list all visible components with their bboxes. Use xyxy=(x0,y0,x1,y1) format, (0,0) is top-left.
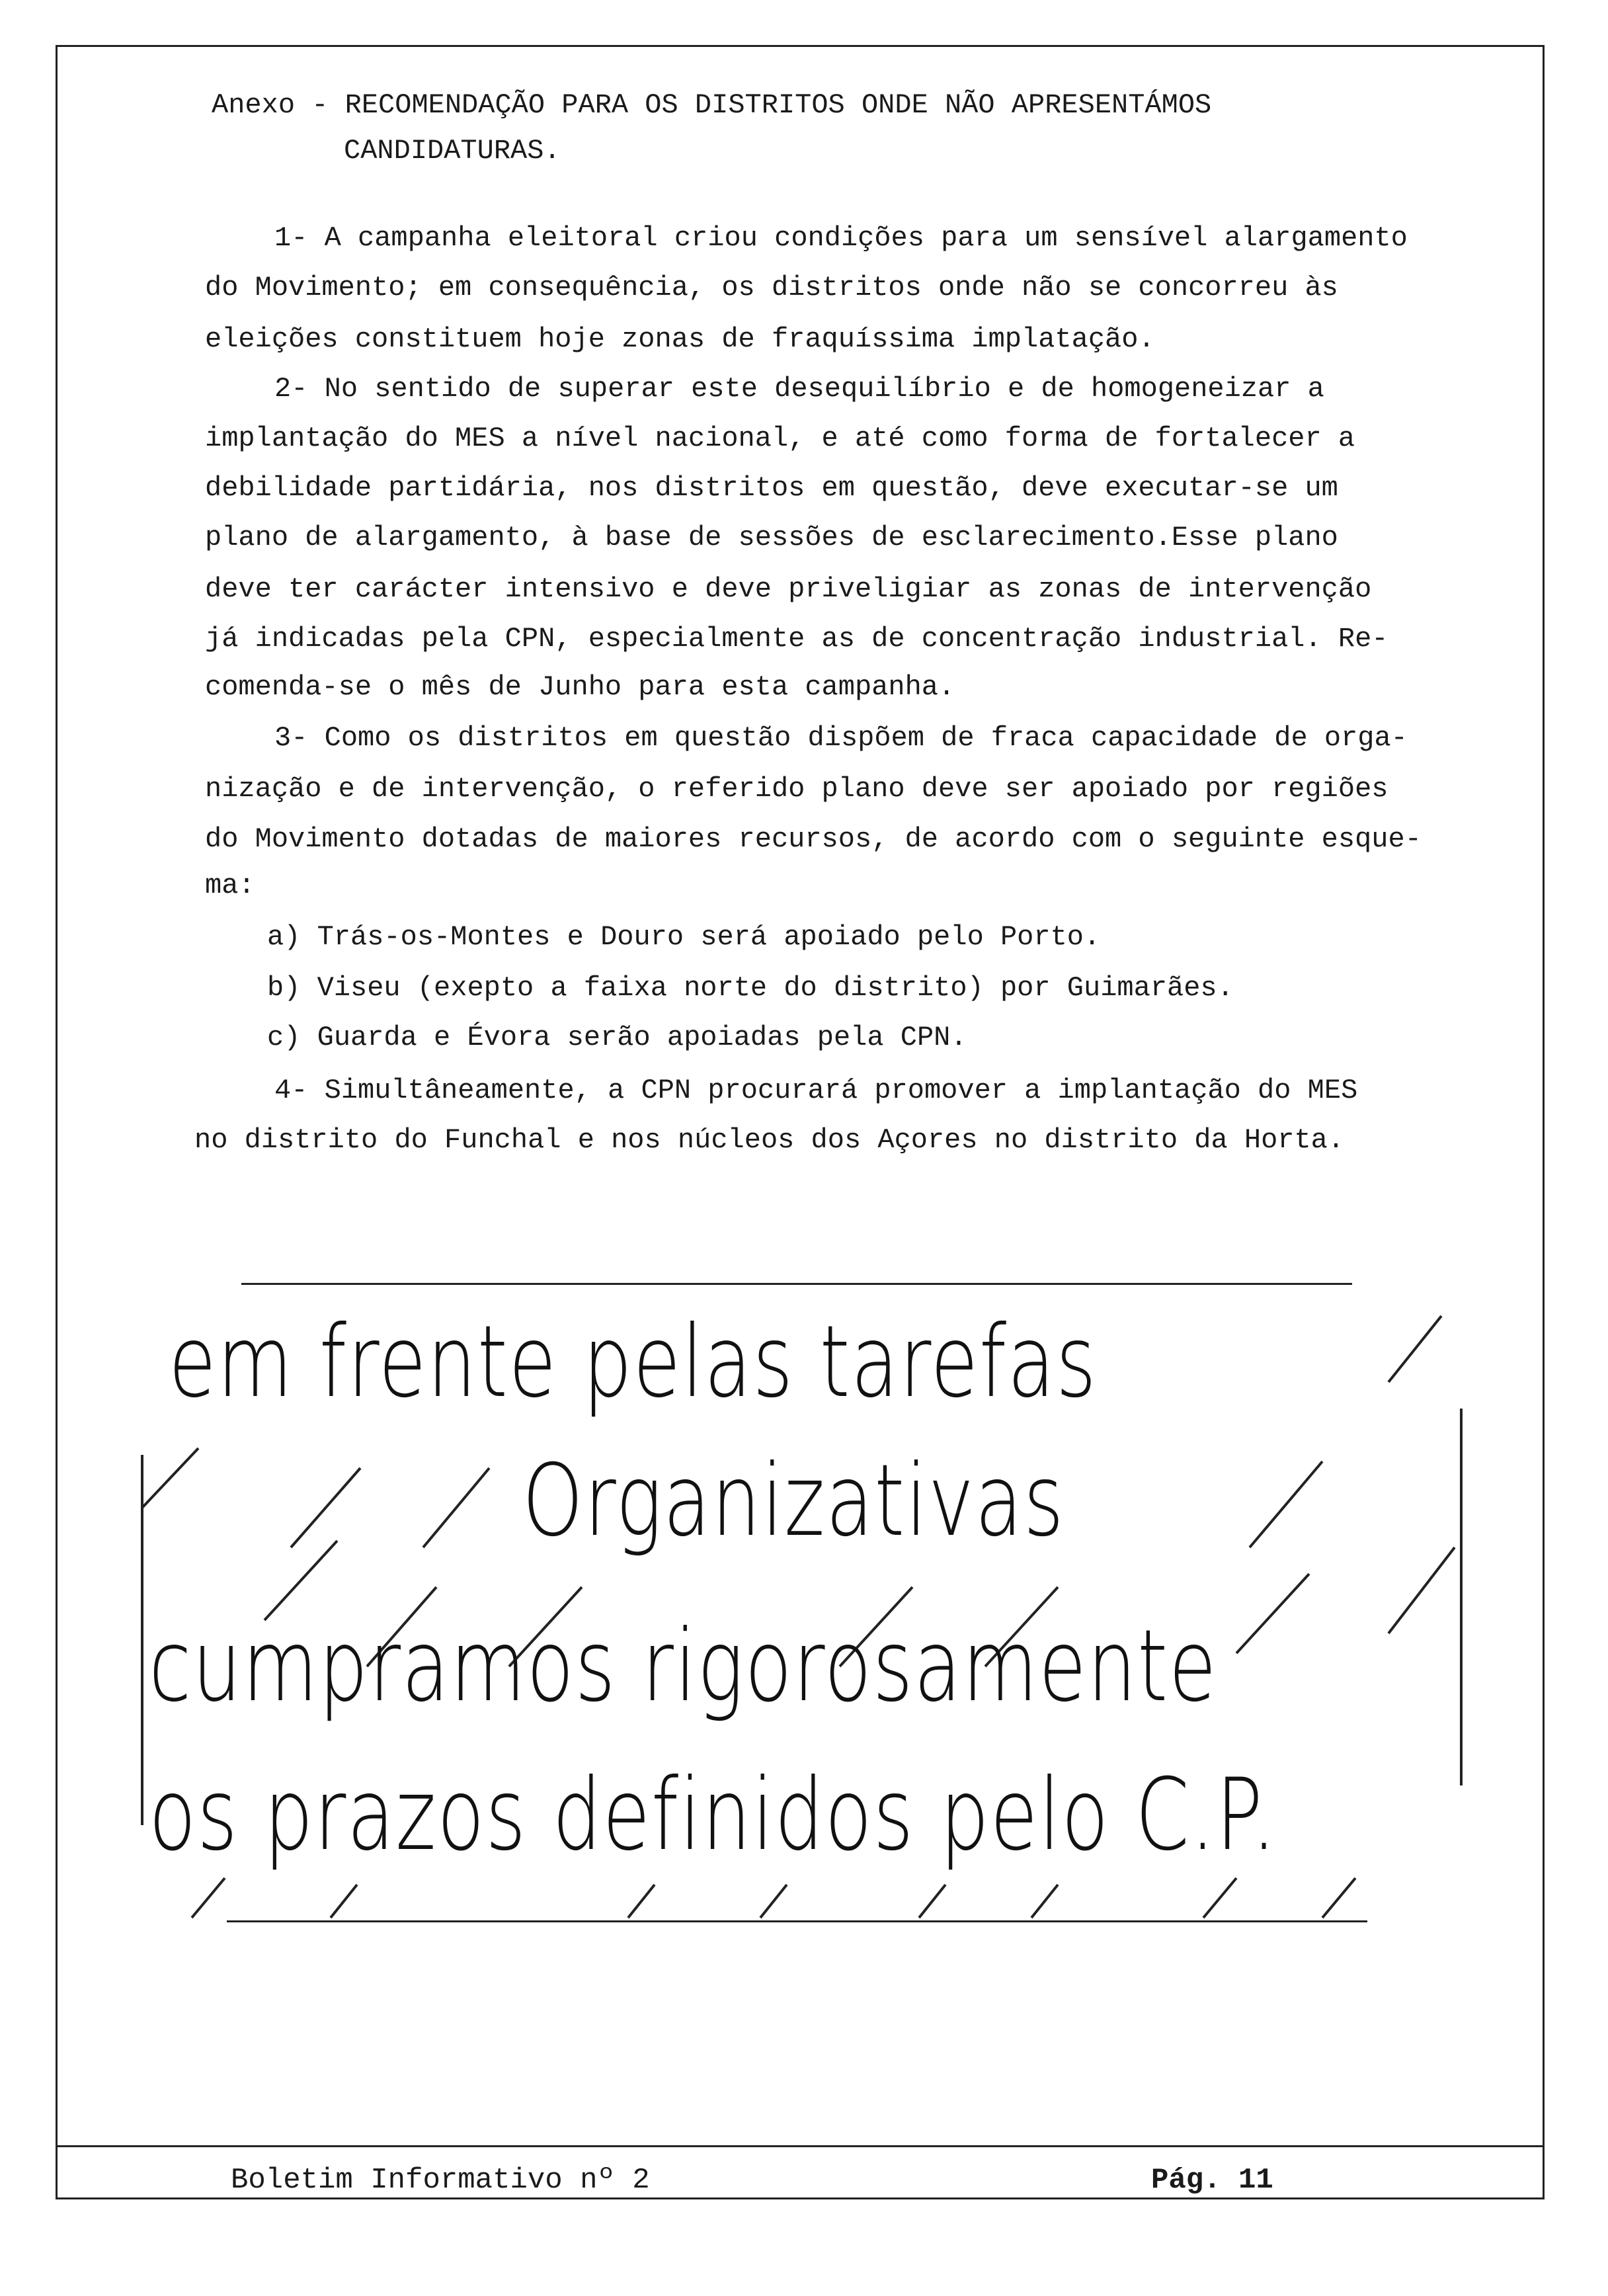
paragraph-2-line: plano de alargamento, à base de sessões de esclarecimento.Esse plano xyxy=(205,522,1338,554)
paragraph-2-line: comenda-se o mês de Junho para esta campanha. xyxy=(205,671,955,703)
paragraph-2-line: implantação do MES a nível nacional, e até como forma de fortalecer a xyxy=(205,423,1355,454)
paragraph-2-line: já indicadas pela CPN, especialmente as de concentração industrial. Re- xyxy=(205,623,1388,655)
paragraph-1-line: do Movimento; em consequência, os distritos onde não se concorreu às xyxy=(205,272,1338,304)
annex-heading: Anexo - RECOMENDAÇÃO PARA OS DISTRITOS ONDE NÃO APRESENTÁMOS xyxy=(212,89,1212,121)
paragraph-1-line: 1- A campanha eleitoral criou condições para um sensível alargamento xyxy=(274,222,1408,254)
list-item-b: b) Viseu (exepto a faixa norte do distrito) por Guimarães. xyxy=(267,972,1234,1004)
paragraph-4-line: 4- Simultâneamente, a CPN procurará promover a implantação do MES xyxy=(274,1075,1358,1106)
footer-divider xyxy=(56,2145,1545,2147)
handwritten-line: os prazos definidos pelo C.P. xyxy=(149,1758,1277,1873)
handwritten-line: cumpramos rigorosamente xyxy=(149,1609,1218,1724)
footer-page-number: Pág. 11 xyxy=(1151,2164,1273,2197)
list-item-c: c) Guarda e Évora serão apoiadas pela CPN. xyxy=(267,1022,967,1053)
list-item-a: a) Trás-os-Montes e Douro será apoiado pelo Porto. xyxy=(267,921,1101,953)
footer-publication: Boletim Informativo nº 2 xyxy=(231,2164,650,2197)
paragraph-3-line: do Movimento dotadas de maiores recursos, de acordo com o seguinte esque- xyxy=(205,823,1422,855)
paragraph-3-line: 3- Como os distritos em questão dispõem de fraca capacidade de orga- xyxy=(274,722,1408,754)
handwritten-line: em frente pelas tarefas xyxy=(169,1305,1098,1420)
paragraph-2-line: deve ter carácter intensivo e deve priveligiar as zonas de intervenção xyxy=(205,573,1372,605)
handwritten-line: Organizativas xyxy=(522,1444,1065,1559)
paragraph-4-line: no distrito do Funchal e nos núcleos dos Açores no distrito da Horta. xyxy=(194,1124,1345,1156)
paragraph-2-line: debilidade partidária, nos distritos em questão, deve executar-se um xyxy=(205,472,1338,504)
paragraph-2-line: 2- No sentido de superar este desequilíbrio e de homogeneizar a xyxy=(274,373,1324,405)
annex-heading-cont: CANDIDATURAS. xyxy=(344,135,561,167)
paragraph-3-line: nização e de intervenção, o referido plano deve ser apoiado por regiões xyxy=(205,773,1388,805)
paragraph-3-line: ma: xyxy=(205,870,255,901)
paragraph-1-line: eleições constituem hoje zonas de fraquíssima implatação. xyxy=(205,323,1155,355)
